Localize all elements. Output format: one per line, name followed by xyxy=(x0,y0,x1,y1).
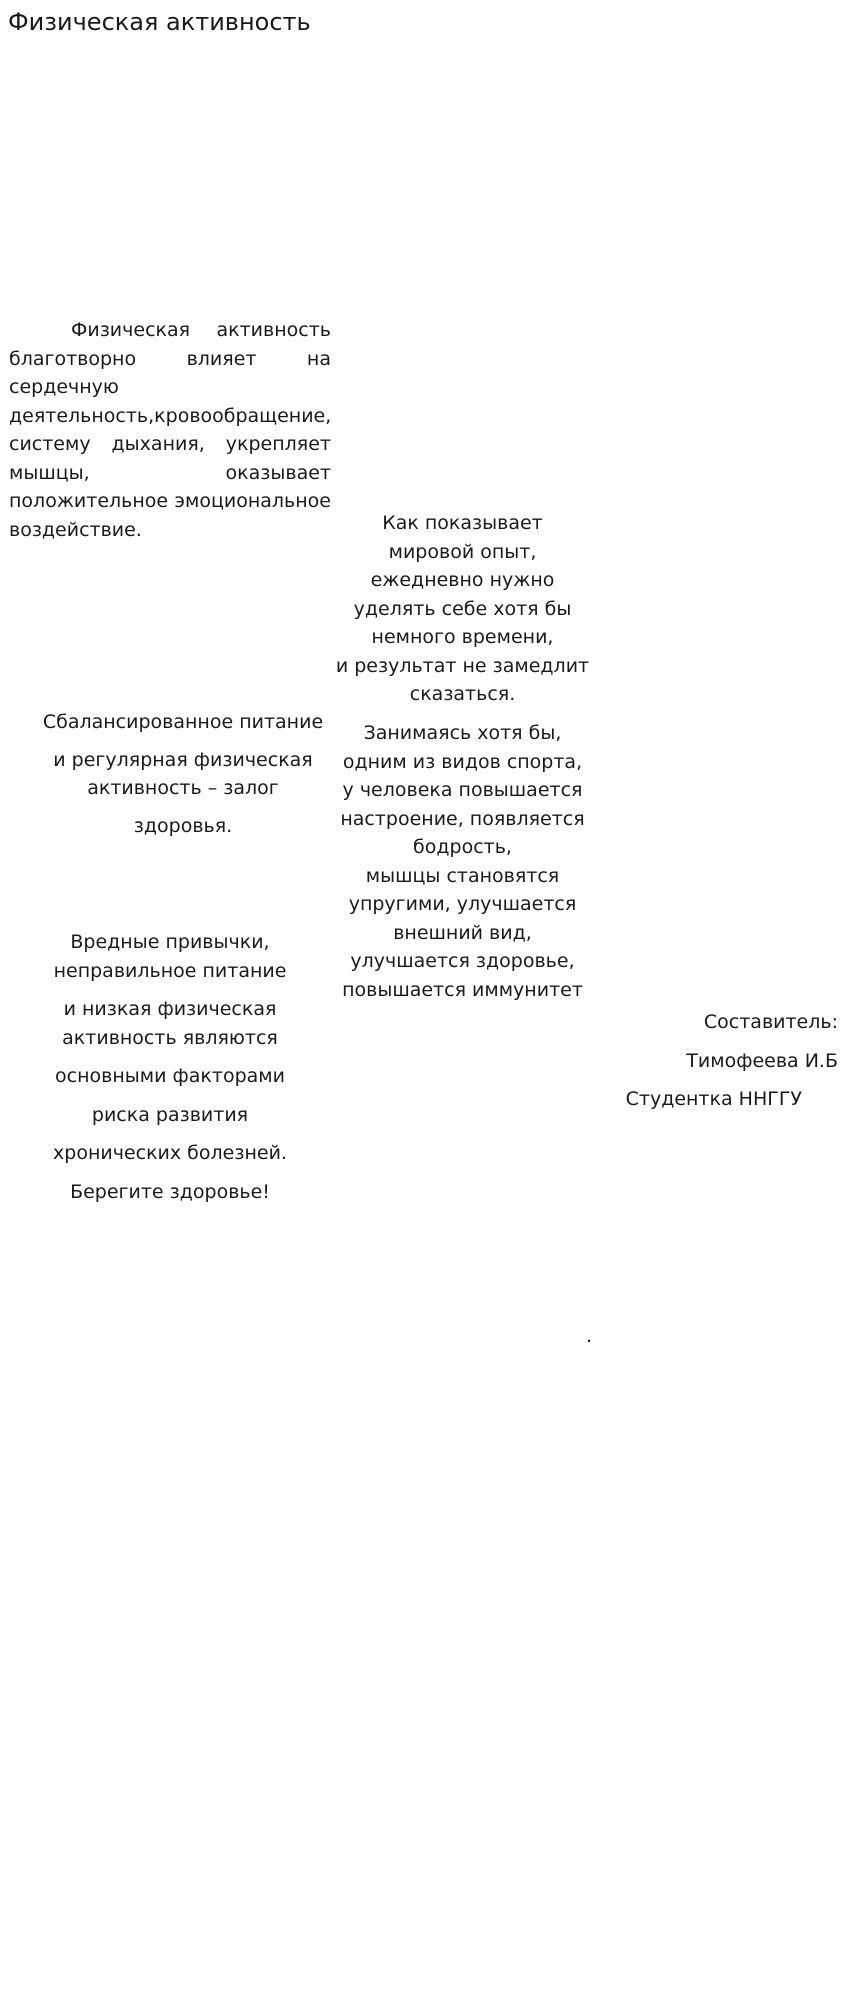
nutrition-line: Сбалансированное питание xyxy=(42,711,324,733)
sport-line: настроение, появляется xyxy=(340,807,585,830)
experience-line: немного времени, xyxy=(371,626,554,648)
habits-line: неправильное питание xyxy=(53,959,287,982)
sport-line: мышцы становятся xyxy=(365,864,560,887)
sport-line: Занимаясь хотя бы, xyxy=(363,722,562,744)
experience-line: ежедневно нужно xyxy=(370,569,555,591)
author-label: Составитель: xyxy=(703,1011,838,1033)
experience-line: мировой опыт, xyxy=(388,540,537,563)
habits-line: активность являются xyxy=(62,1026,278,1049)
sport-line: упругими, улучшается xyxy=(348,893,577,915)
experience-line: сказаться. xyxy=(409,683,516,705)
sport-line: одним из видов спорта, xyxy=(342,750,583,773)
sport-line: повышается иммунитет xyxy=(342,978,583,1001)
habits-line: риска развития xyxy=(91,1103,249,1126)
habits-line: хронических болезней. xyxy=(53,1142,287,1164)
author-name: Тимофеева И.Б xyxy=(686,1049,838,1072)
experience-line: и результат не замедлит xyxy=(335,654,590,677)
habits-line: основными факторами xyxy=(55,1065,285,1087)
bad-habits-block xyxy=(30,928,310,1206)
world-experience-block xyxy=(330,509,595,709)
nutrition-line: здоровья. xyxy=(133,814,233,837)
author-block xyxy=(560,1008,838,1114)
page-title: Физическая активность xyxy=(8,8,311,36)
habits-line: и низкая физическая xyxy=(63,998,277,1020)
intro-paragraph-block xyxy=(9,316,331,544)
sport-line: внешний вид, xyxy=(393,921,532,944)
intro-paragraph: Физическая активность благотворно влияет на сердечную деятельность,кровообращение, систему дыхания, укрепляет мышцы, оказывает положительное эмоциональное воздействие. xyxy=(9,319,332,541)
author-role: Студентка ННГГУ xyxy=(625,1088,802,1110)
sport-line: у человека повышается xyxy=(342,779,583,801)
nutrition-block xyxy=(28,708,338,840)
sport-benefits-block xyxy=(330,719,595,1004)
habits-line: Вредные привычки, xyxy=(70,931,270,953)
habits-line: Берегите здоровье! xyxy=(70,1180,270,1203)
stray-dot: . xyxy=(586,1325,593,1347)
sport-line: улучшается здоровье, xyxy=(350,950,575,972)
nutrition-line: активность – залог xyxy=(87,777,279,799)
nutrition-line: и регулярная физическая xyxy=(53,748,313,771)
sport-line: бодрость, xyxy=(413,836,512,858)
experience-line: Как показывает xyxy=(382,512,543,534)
experience-line: уделять себе хотя бы xyxy=(353,597,572,620)
